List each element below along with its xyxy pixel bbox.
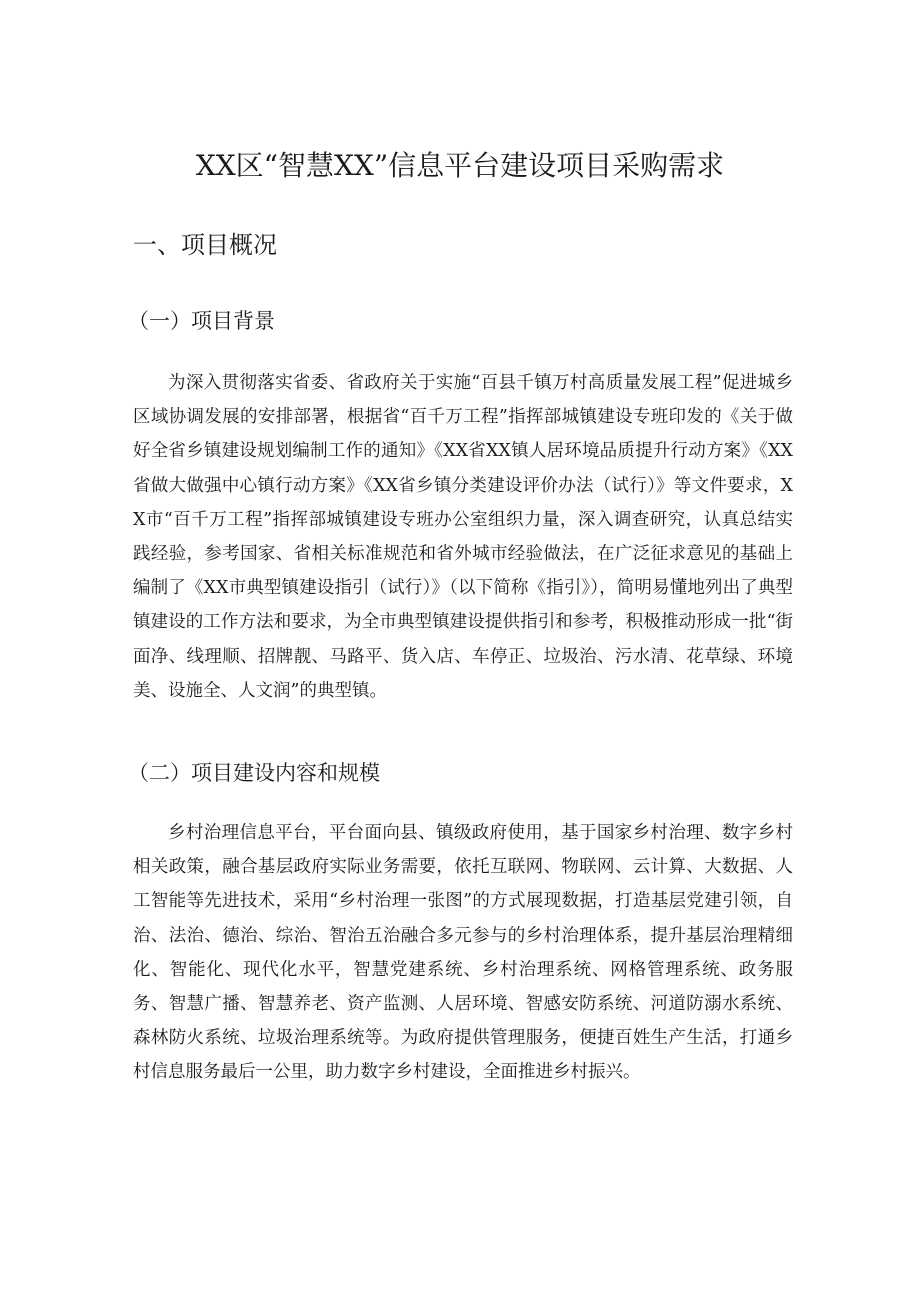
section-heading-project-overview: 一、项目概况 [133, 231, 277, 259]
scope-paragraph: 乡村治理信息平台，平台面向县、镇级政府使用，基于国家乡村治理、数字乡村相关政策，融合基层政府实际业务需要，依托互联网、物联网、云计算、大数据、人工智能等先进技术，采用“乡村治理一张图”的方式展现数据，打造基层党建引领，自治、法治、德治、综治、智治五治融合多元参与的乡村治理体系，提升基层治理精细化、智能化、现代化水平，智慧党建系统、乡村治理系统、网格管理系统、政务服务、智慧广播、智慧养老、资产监测、人居环境、智感安防系统、河道防溺水系统、森林防火系统、垃圾治理系统等。为政府提供管理服务，便捷百姓生产生活，打通乡村信息服务最后一公里，助力数字乡村建设，全面推进乡村振兴。 [133, 823, 793, 1083]
background-paragraph: 为深入贯彻落实省委、省政府关于实施“百县千镇万村高质量发展工程”促进城乡区域协调发展的安排部署，根据省“百千万工程”指挥部城镇建设专班印发的《关于做好全省乡镇建设规划编制工作的通知》《XX省XX镇人居环境品质提升行动方案》《XX省做大做强中心镇行动方案》《XX省乡镇分类建设评价办法（试行）》等文件要求，XX市“百千万工程”指挥部城镇建设专班办公室组织力量，深入调查研究，认真总结实践经验，参考国家、省相关标准规范和省外城市经验做法，在广泛征求意见的基础上编制了《XX市典型镇建设指引（试行）》（以下简称《指引》），简明易懂地列出了典型镇建设的工作方法和要求，为全市典型镇建设提供指引和参考，积极推动形成一批“街面净、线理顺、招牌靓、马路平、货入店、车停正、垃圾治、污水清、花草绿、环境美、设施全、人文润”的典型镇。 [133, 373, 793, 701]
document-title: XX区“智慧XX”信息平台建设项目采购需求 [195, 149, 725, 182]
subsection-heading-scope: （二）项目建设内容和规模 [128, 761, 380, 785]
subsection-heading-background: （一）项目背景 [128, 309, 275, 333]
